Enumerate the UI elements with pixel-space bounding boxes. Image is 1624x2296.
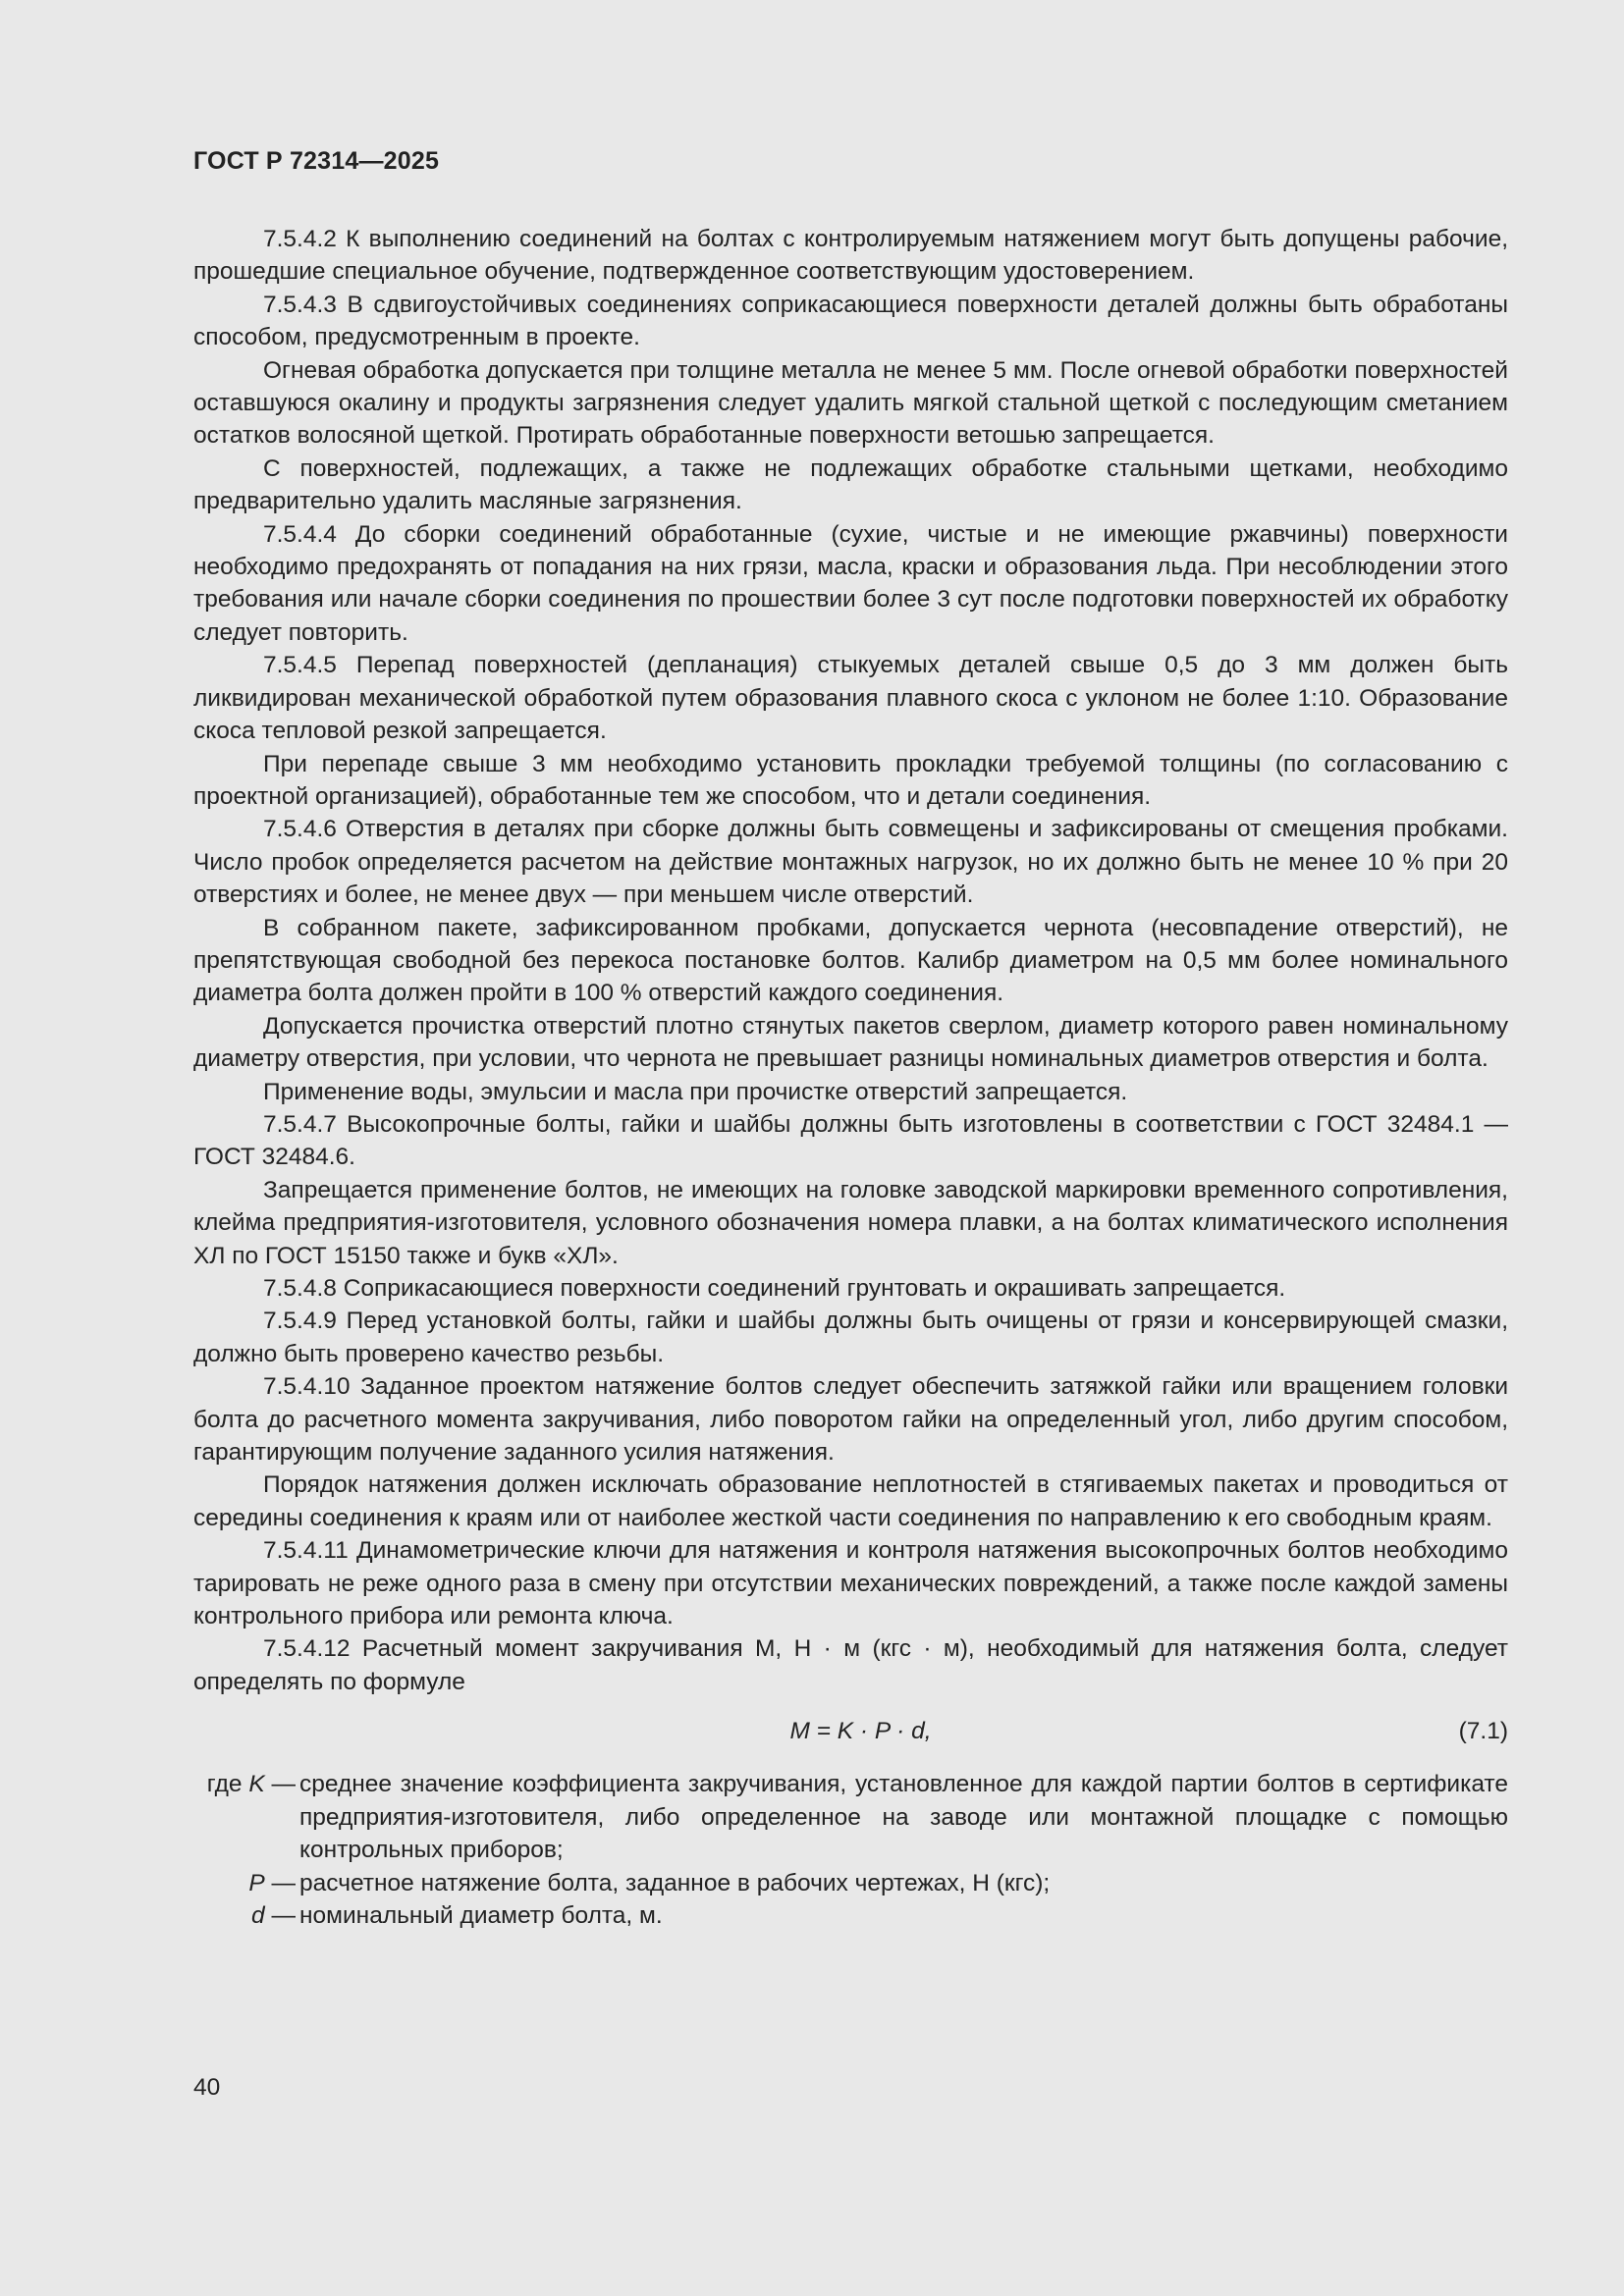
paragraph-fire-treatment: Огневая обработка допускается при толщине металла не менее 5 мм. После огневой обработки поверхностей оставшуюся окалину и продукты загрязнения следует удалить мягкой стальной щеткой с последующим сметанием остатков волосяной щеткой. Протирать обработанные поверхности ветошью запрещается.	[193, 356, 1508, 450]
paragraph-7-5-4-7: 7.5.4.7 Высокопрочные болты, гайки и шайбы должны быть изготовлены в соответствии с ГОСТ 32484.1 — ГОСТ 32484.6.	[193, 1110, 1508, 1171]
paragraph-hole-mismatch: В собранном пакете, зафиксированном пробками, допускается чернота (несовпадение отверстий), не препятствующая свободной без перекоса постановке болтов. Калибр диаметром на 0,5 мм более номинального диаметра болта должен пройти в 100 % отверстий каждого соединения.	[193, 914, 1508, 1007]
formula-number: (7.1)	[1458, 1718, 1508, 1745]
paragraph-no-water: Применение воды, эмульсии и масла при прочистке отверстий запрещается.	[263, 1078, 1128, 1105]
paragraph-marking: Запрещается применение болтов, не имеющих на головке заводской маркировки временного сопротивления, клейма предприятия-изготовителя, условного обозначения номера плавки, а на болтах климатического исполнения ХЛ по ГОСТ 15150 также и букв «ХЛ».	[193, 1176, 1508, 1269]
definition-term: P —	[248, 1869, 296, 1896]
formula-expression: M = K · P · d,	[789, 1718, 932, 1745]
definition-term: d —	[251, 1901, 296, 1929]
definition-symbol: d	[251, 1901, 265, 1929]
definition-symbol: P	[248, 1869, 265, 1896]
definition-row	[193, 1768, 1508, 1866]
definition-row	[193, 1867, 1508, 1899]
paragraph-7-5-4-6: 7.5.4.6 Отверстия в деталях при сборке должны быть совмещены и зафиксированы от смещения пробками. Число пробок определяется расчетом на действие монтажных нагрузок, но их должно быть не менее 10 % при 20 отверстиях и более, не менее двух — при меньшем числе отверстий.	[193, 816, 1508, 909]
page-number: 40	[193, 2074, 221, 2101]
paragraph-7-5-4-4: 7.5.4.4 До сборки соединений обработанные (сухие, чистые и не имеющие ржавчины) поверхности необходимо предохранять от попадания на них грязи, масла, краски и образования льда. При несоблюдении этого требования или начале сборки соединения по прошествии более 3 сут после подготовки поверхностей их обработку следует повторить.	[193, 520, 1508, 646]
definition-text: номинальный диаметр болта, м.	[299, 1901, 663, 1929]
paragraph-oil-removal: С поверхностей, подлежащих, а также не подлежащих обработке стальными щетками, необходимо предварительно удалить масляные загрязнения.	[193, 454, 1508, 515]
body-text	[193, 223, 1508, 1932]
paragraph-7-5-4-8: 7.5.4.8 Соприкасающиеся поверхности соединений грунтовать и окрашивать запрещается.	[263, 1275, 1286, 1302]
definition-term: где K —	[206, 1771, 296, 1798]
definition-text: среднее значение коэффициента закручивания, установленное для каждой партии болтов в сертификате предприятия-изготовителя, либо определенное на заводе или монтажной площадке с помощью контрольных приборов;	[299, 1771, 1508, 1864]
paragraph-shims: При перепаде свыше 3 мм необходимо установить прокладки требуемой толщины (по согласованию с проектной организацией), обработанные тем же способом, что и детали соединения.	[193, 750, 1508, 810]
paragraph-7-5-4-12: 7.5.4.12 Расчетный момент закручивания М, Н · м (кгс · м), необходимый для натяжения болта, следует определять по формуле	[193, 1635, 1508, 1695]
paragraph-7-5-4-10: 7.5.4.10 Заданное проектом натяжение болтов следует обеспечить затяжкой гайки или вращением головки болта до расчетного момента закручивания, либо поворотом гайки на определенный угол, либо другим способом, гарантирующим получение заданного усилия натяжения.	[193, 1373, 1508, 1467]
definition-text: расчетное натяжение болта, заданное в рабочих чертежах, Н (кгс);	[299, 1869, 1051, 1896]
paragraph-7-5-4-9: 7.5.4.9 Перед установкой болты, гайки и шайбы должны быть очищены от грязи и консервирующей смазки, должно быть проверено качество резьбы.	[193, 1308, 1508, 1367]
formula-definitions	[193, 1768, 1508, 1932]
standard-designation: ГОСТ Р 72314—2025	[193, 147, 440, 175]
paragraph-tightening-order: Порядок натяжения должен исключать образование неплотностей в стягиваемых пакетах и проводиться от середины соединения к краям или от наиболее жесткой части соединения по направлению к его свободным краям.	[193, 1471, 1508, 1531]
paragraph-7-5-4-11: 7.5.4.11 Динамометрические ключи для натяжения и контроля натяжения высокопрочных болтов необходимо тарировать не реже одного раза в смену при отсутствии механических повреждений, а также после каждой замены контрольного прибора или ремонта ключа.	[193, 1537, 1508, 1630]
paragraph-7-5-4-5: 7.5.4.5 Перепад поверхностей (депланация) стыкуемых деталей свыше 0,5 до 3 мм должен быть ликвидирован механической обработкой путем образования плавного скоса с уклоном не более 1:10. Образование скоса тепловой резкой запрещается.	[193, 652, 1508, 745]
definition-symbol: K	[248, 1771, 265, 1798]
paragraph-hole-drilling: Допускается прочистка отверстий плотно стянутых пакетов сверлом, диаметр которого равен номинальному диаметру отверстия, при условии, что чернота не превышает разницы номинальных диаметров отверстия и болта.	[193, 1012, 1508, 1073]
paragraph-7-5-4-2: 7.5.4.2 К выполнению соединений на болтах с контролируемым натяжением могут быть допущены рабочие, прошедшие специальное обучение, подтвержденное соответствующим удостоверением.	[193, 226, 1508, 286]
formula-7-1	[193, 1715, 1508, 1748]
paragraph-7-5-4-3: 7.5.4.3 В сдвигоустойчивых соединениях соприкасающиеся поверхности деталей должны быть обработаны способом, предусмотренным в проекте.	[193, 291, 1508, 351]
definition-row	[193, 1899, 1508, 1932]
